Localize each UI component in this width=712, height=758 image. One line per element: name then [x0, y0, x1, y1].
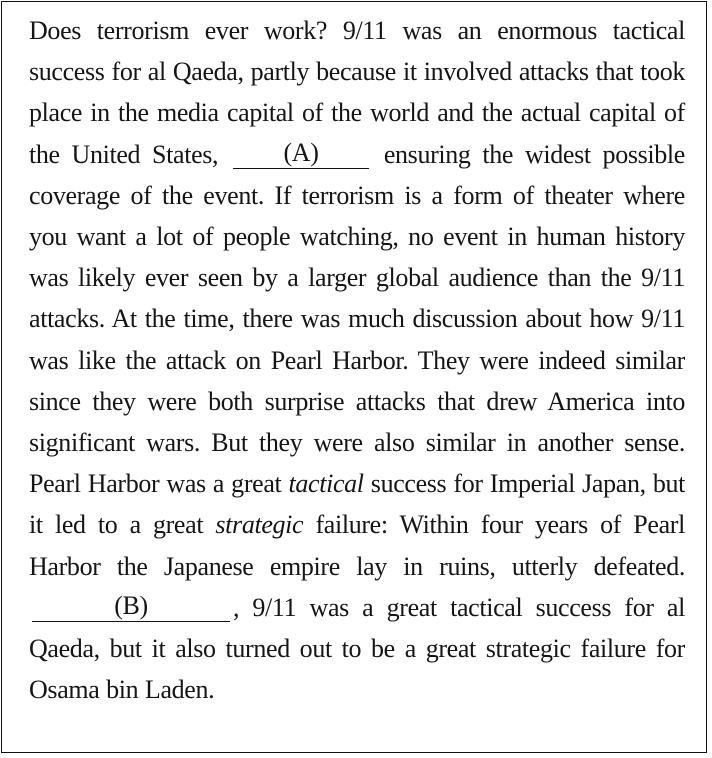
- blank-a-label: (A): [283, 137, 319, 167]
- blank-b-label: (B): [114, 590, 148, 620]
- passage-text: [29, 10, 685, 710]
- blank-b: [32, 590, 230, 622]
- passage-box: [1, 1, 707, 753]
- italic-strategic: strategic: [215, 510, 304, 540]
- blank-a: [233, 137, 369, 169]
- passage-segment-5: , 9/11 was a great tactical success for al Qaeda, but it also turned out to be a great strategic failure for Osama bin Laden.: [29, 592, 685, 705]
- passage-segment-4: failure: Within four years of Pearl Harbor the Japanese empire lay in ruins, utterly defeated.: [29, 510, 685, 581]
- italic-tactical: tactical: [288, 469, 364, 499]
- passage-segment-2: ensuring the widest possible coverage of the event. If terrorism is a form of theater where you want a lot of people watching, no event in human history was likely ever seen by a larger global audience than the 9/11 attacks. At the time, there was much discussion about how 9/11 was like the attack on Pearl Harbor. They were indeed similar since they were both surprise attacks that drew America into significant wars. But they were also similar in another sense. Pearl Harbor was a great: [29, 139, 685, 499]
- passage-segment-3: success for Imperial Japan, but it led to a great: [29, 469, 686, 540]
- passage-segment-1: Does terrorism ever work? 9/11 was an enormous tactical success for al Qaeda, partly because it involved attacks that took place in the media capital of the world and the actual capital of the United States,: [29, 16, 685, 169]
